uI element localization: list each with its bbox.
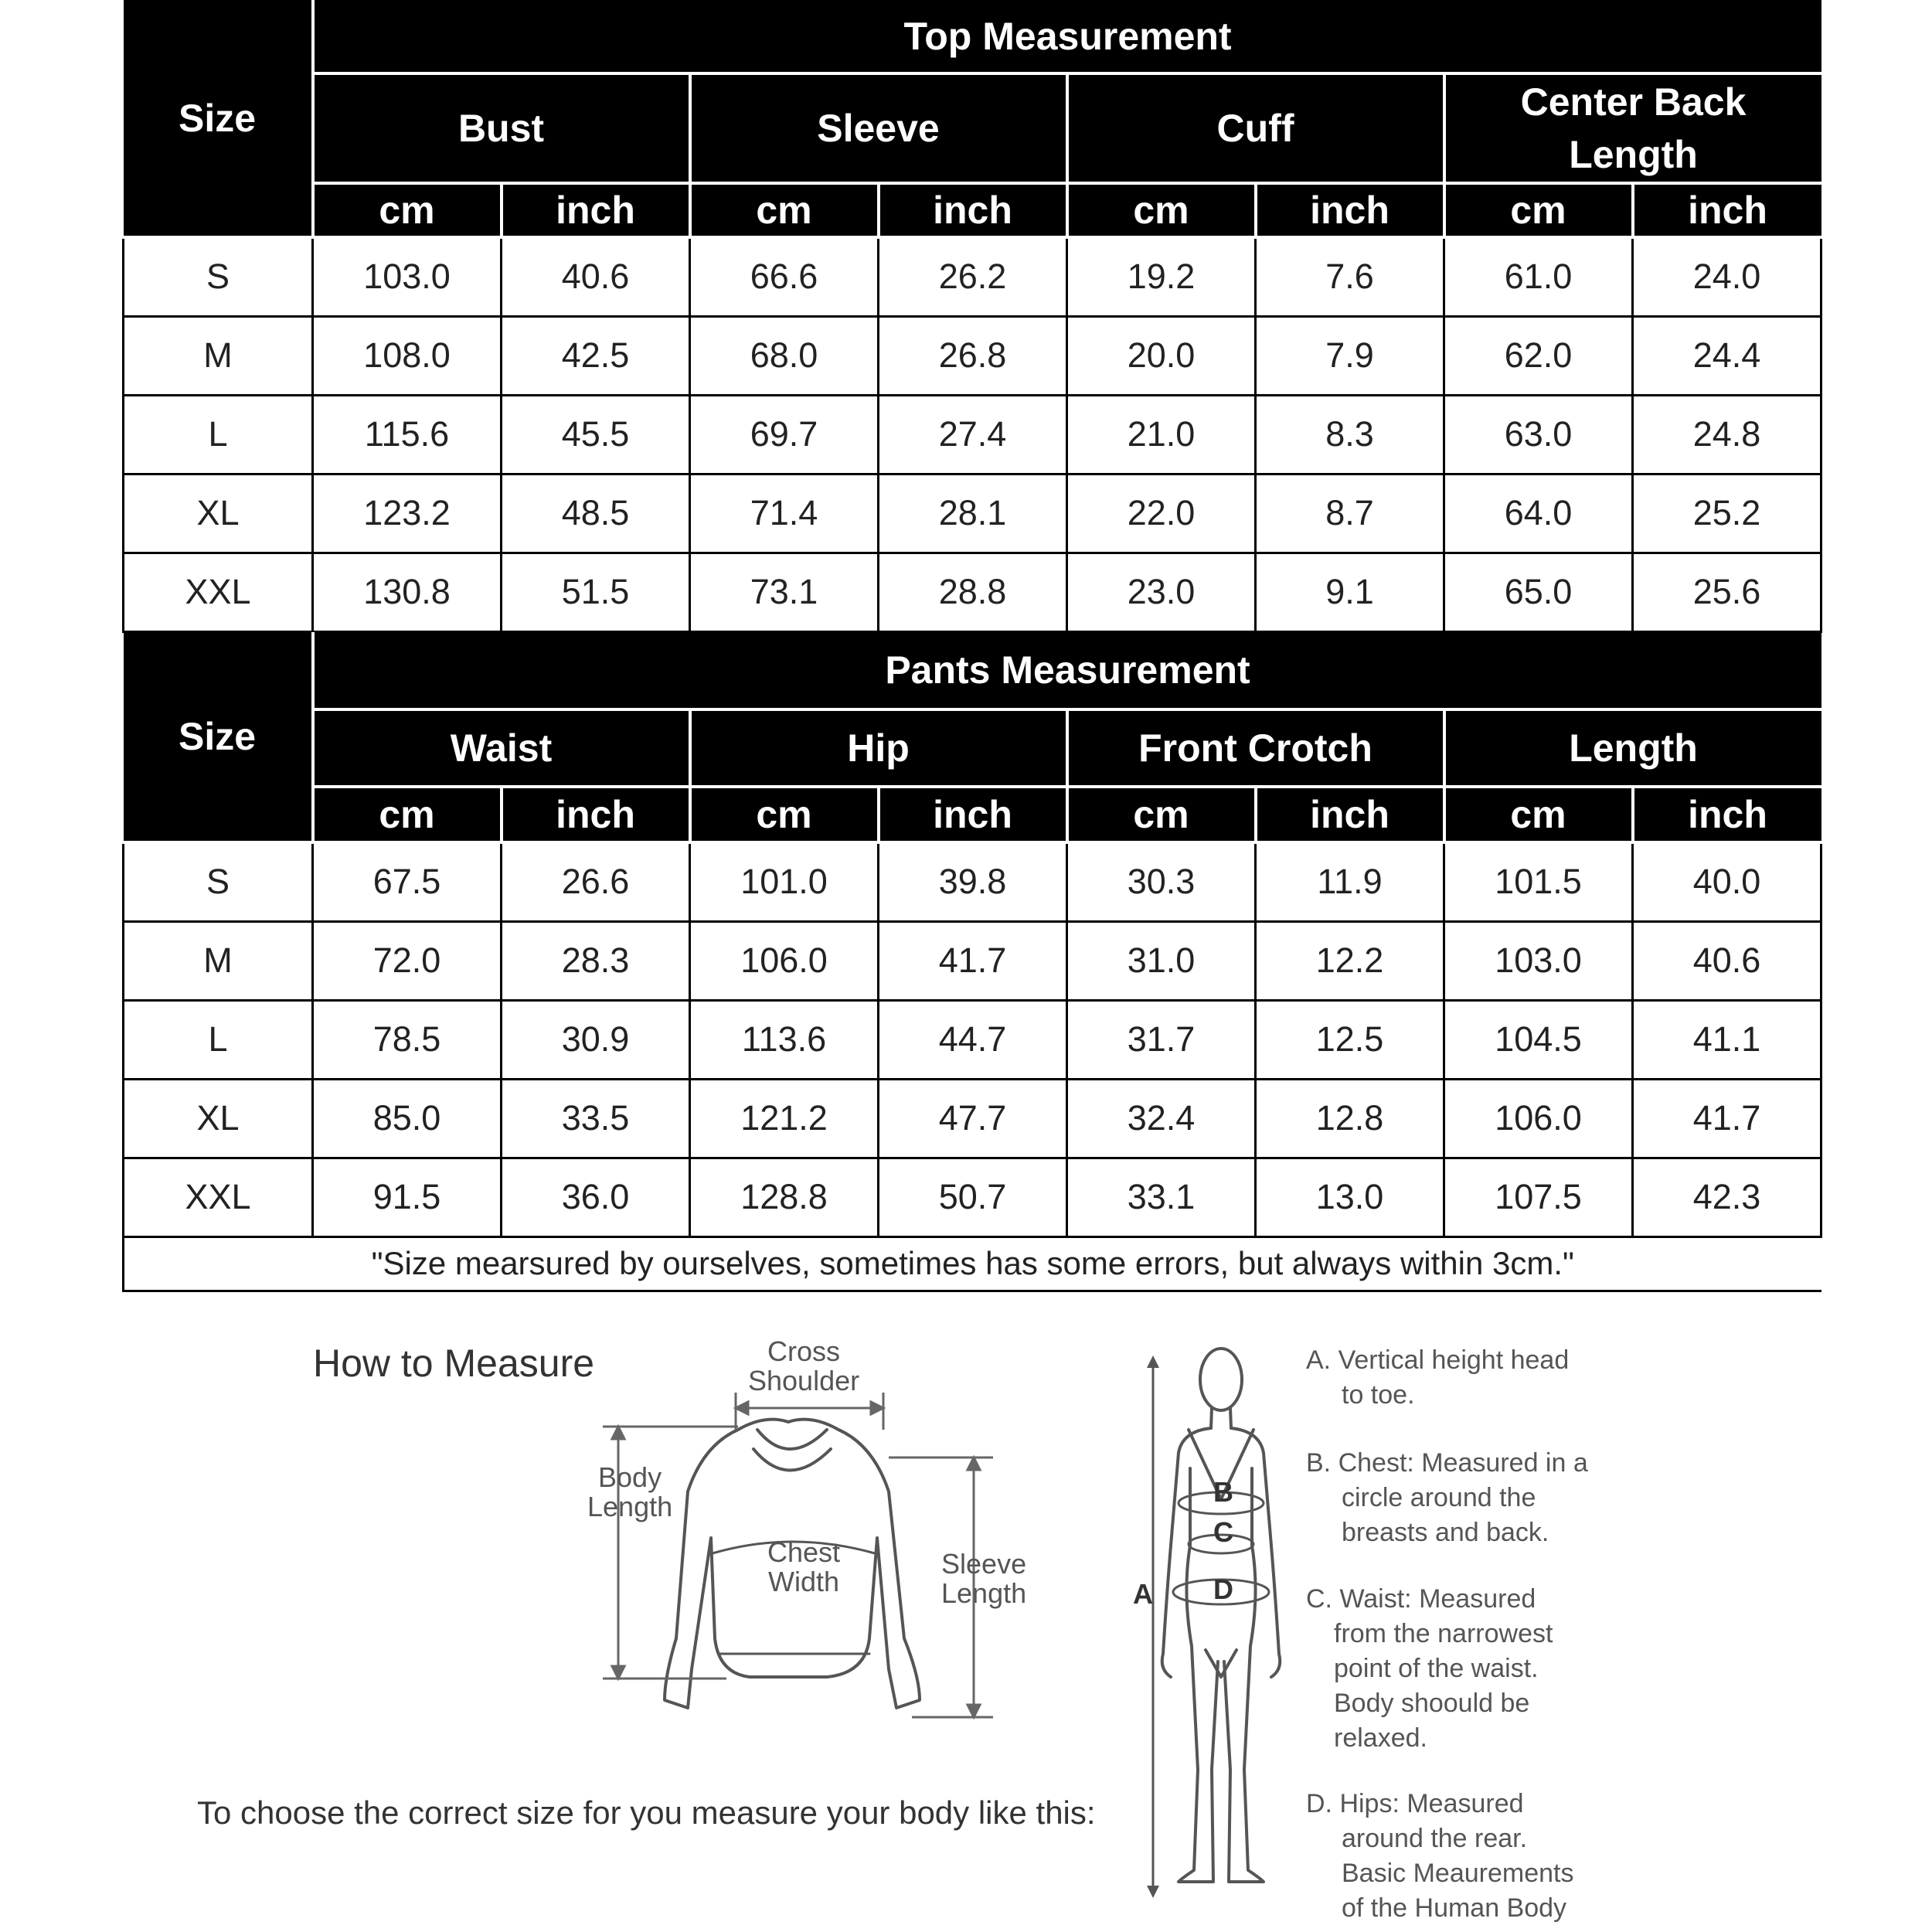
- note-line: to toe.: [1342, 1380, 1415, 1410]
- group-header: Center Back Length: [1444, 73, 1821, 183]
- group-header: Sleeve: [690, 73, 1067, 183]
- value-cell: 85.0: [313, 1079, 502, 1158]
- note-line: Body shoould be: [1334, 1689, 1530, 1718]
- unit-header-inch: inch: [879, 787, 1067, 842]
- group-header: Length: [1444, 709, 1821, 787]
- value-cell: 32.4: [1067, 1079, 1256, 1158]
- value-cell: 30.3: [1067, 842, 1256, 921]
- value-cell: 44.7: [879, 1000, 1067, 1079]
- pants-measurement-table: [122, 632, 1822, 1292]
- value-cell: 62.0: [1444, 316, 1633, 395]
- value-cell: 67.5: [313, 842, 502, 921]
- unit-header-inch: inch: [1256, 183, 1444, 237]
- value-cell: 26.2: [879, 237, 1067, 316]
- label-line: Length: [941, 1577, 1027, 1609]
- size-cell: S: [124, 842, 313, 921]
- group-header: Waist: [313, 709, 690, 787]
- value-cell: 40.6: [1633, 921, 1821, 1000]
- unit-header-cm: cm: [690, 183, 879, 237]
- note-line: breasts and back.: [1342, 1518, 1549, 1547]
- table-title: Top Measurement: [313, 0, 1821, 73]
- group-header: Hip: [690, 709, 1067, 787]
- value-cell: 24.8: [1633, 395, 1821, 474]
- value-cell: 103.0: [1444, 921, 1633, 1000]
- unit-header-inch: inch: [879, 183, 1067, 237]
- value-cell: 19.2: [1067, 237, 1256, 316]
- value-cell: 73.1: [690, 553, 879, 631]
- value-cell: 33.1: [1067, 1158, 1256, 1236]
- table-row: [124, 1158, 1821, 1236]
- choose-size-instruction: To choose the correct size for you measure your body like this:: [197, 1794, 1096, 1831]
- table-row: [124, 237, 1821, 316]
- size-cell: L: [124, 395, 313, 474]
- value-cell: 42.5: [502, 316, 690, 395]
- group-header: Cuff: [1067, 73, 1444, 183]
- value-cell: 7.9: [1256, 316, 1444, 395]
- body-length-label: [587, 1463, 672, 1522]
- value-cell: 63.0: [1444, 395, 1633, 474]
- value-cell: 31.7: [1067, 1000, 1256, 1079]
- value-cell: 50.7: [879, 1158, 1067, 1236]
- value-cell: 107.5: [1444, 1158, 1633, 1236]
- table-row: [124, 921, 1821, 1000]
- value-cell: 106.0: [1444, 1079, 1633, 1158]
- unit-header-cm: cm: [313, 183, 502, 237]
- value-cell: 42.3: [1633, 1158, 1821, 1236]
- size-cell: XXL: [124, 553, 313, 631]
- note-line: of the Human Body: [1342, 1893, 1567, 1923]
- note-line: A. Vertical height head: [1306, 1345, 1570, 1375]
- label-line: Chest: [767, 1536, 841, 1568]
- value-cell: 24.4: [1633, 316, 1821, 395]
- value-cell: 12.5: [1256, 1000, 1444, 1079]
- value-cell: 40.6: [502, 237, 690, 316]
- size-cell: XL: [124, 474, 313, 553]
- value-cell: 7.6: [1256, 237, 1444, 316]
- group-header: Front Crotch: [1067, 709, 1444, 787]
- top-measurement-table: [122, 0, 1822, 633]
- size-cell: XL: [124, 1079, 313, 1158]
- value-cell: 41.7: [1633, 1079, 1821, 1158]
- value-cell: 128.8: [690, 1158, 879, 1236]
- size-header: Size: [124, 0, 313, 237]
- note-line: relaxed.: [1334, 1723, 1427, 1753]
- value-cell: 123.2: [313, 474, 502, 553]
- size-cell: M: [124, 316, 313, 395]
- label-line: Shoulder: [748, 1365, 860, 1396]
- note-line: point of the waist.: [1334, 1654, 1539, 1683]
- cross-shoulder-label: [748, 1337, 859, 1396]
- value-cell: 101.5: [1444, 842, 1633, 921]
- value-cell: 20.0: [1067, 316, 1256, 395]
- unit-header-cm: cm: [1067, 183, 1256, 237]
- value-cell: 11.9: [1256, 842, 1444, 921]
- value-cell: 30.9: [502, 1000, 690, 1079]
- value-cell: 41.1: [1633, 1000, 1821, 1079]
- measurement-note: "Size mearsured by ourselves, sometimes has some errors, but always within 3cm.": [124, 1236, 1821, 1291]
- value-cell: 101.0: [690, 842, 879, 921]
- value-cell: 25.2: [1633, 474, 1821, 553]
- value-cell: 24.0: [1633, 237, 1821, 316]
- unit-header-cm: cm: [1067, 787, 1256, 842]
- sleeve-length-label: [941, 1549, 1026, 1608]
- label-line: Length: [587, 1491, 673, 1522]
- value-cell: 71.4: [690, 474, 879, 553]
- label-line: Width: [768, 1566, 840, 1597]
- group-header: Bust: [313, 73, 690, 183]
- marker-c: C: [1213, 1516, 1233, 1548]
- unit-header-inch: inch: [1633, 787, 1821, 842]
- marker-d: D: [1213, 1573, 1233, 1605]
- value-cell: 13.0: [1256, 1158, 1444, 1236]
- chest-width-label: [767, 1538, 840, 1597]
- note-line: from the narrowest: [1334, 1619, 1553, 1648]
- value-cell: 36.0: [502, 1158, 690, 1236]
- value-cell: 45.5: [502, 395, 690, 474]
- value-cell: 22.0: [1067, 474, 1256, 553]
- note-a: [1306, 1343, 1631, 1413]
- value-cell: 104.5: [1444, 1000, 1633, 1079]
- unit-header-inch: inch: [1633, 183, 1821, 237]
- note-line: Basic Meaurements: [1342, 1859, 1574, 1888]
- value-cell: 41.7: [879, 921, 1067, 1000]
- how-to-measure-title: How to Measure: [313, 1342, 595, 1385]
- label-line: Sleeve: [941, 1548, 1027, 1580]
- table-row: [124, 842, 1821, 921]
- value-cell: 28.8: [879, 553, 1067, 631]
- value-cell: 130.8: [313, 553, 502, 631]
- value-cell: 12.2: [1256, 921, 1444, 1000]
- table-title: Pants Measurement: [313, 632, 1821, 709]
- note-line: B. Chest: Measured in a: [1306, 1448, 1588, 1478]
- unit-header-inch: inch: [1256, 787, 1444, 842]
- value-cell: 78.5: [313, 1000, 502, 1079]
- value-cell: 26.6: [502, 842, 690, 921]
- value-cell: 61.0: [1444, 237, 1633, 316]
- value-cell: 64.0: [1444, 474, 1633, 553]
- value-cell: 108.0: [313, 316, 502, 395]
- value-cell: 106.0: [690, 921, 879, 1000]
- value-cell: 12.8: [1256, 1079, 1444, 1158]
- value-cell: 91.5: [313, 1158, 502, 1236]
- note-d: [1306, 1787, 1631, 1926]
- label-line: Cross: [767, 1335, 841, 1367]
- value-cell: 47.7: [879, 1079, 1067, 1158]
- value-cell: 121.2: [690, 1079, 879, 1158]
- table-row: [124, 316, 1821, 395]
- unit-header-cm: cm: [313, 787, 502, 842]
- unit-header-cm: cm: [690, 787, 879, 842]
- value-cell: 69.7: [690, 395, 879, 474]
- value-cell: 8.7: [1256, 474, 1444, 553]
- note-line: circle around the: [1342, 1483, 1536, 1512]
- unit-header-cm: cm: [1444, 787, 1633, 842]
- note-line: D. Hips: Measured: [1306, 1789, 1524, 1818]
- size-cell: M: [124, 921, 313, 1000]
- value-cell: 39.8: [879, 842, 1067, 921]
- table-row: [124, 1079, 1821, 1158]
- value-cell: 23.0: [1067, 553, 1256, 631]
- size-cell: L: [124, 1000, 313, 1079]
- marker-a: A: [1133, 1578, 1153, 1610]
- value-cell: 40.0: [1633, 842, 1821, 921]
- value-cell: 31.0: [1067, 921, 1256, 1000]
- label-line: Body: [598, 1461, 662, 1493]
- value-cell: 51.5: [502, 553, 690, 631]
- note-c: [1306, 1582, 1631, 1756]
- size-cell: XXL: [124, 1158, 313, 1236]
- table-row: [124, 553, 1821, 631]
- table-row: [124, 1000, 1821, 1079]
- value-cell: 26.8: [879, 316, 1067, 395]
- value-cell: 103.0: [313, 237, 502, 316]
- value-cell: 72.0: [313, 921, 502, 1000]
- size-cell: S: [124, 237, 313, 316]
- value-cell: 28.3: [502, 921, 690, 1000]
- unit-header-inch: inch: [502, 183, 690, 237]
- note-line: around the rear.: [1342, 1824, 1528, 1853]
- marker-b: B: [1213, 1476, 1233, 1508]
- value-cell: 9.1: [1256, 553, 1444, 631]
- note-b: [1306, 1446, 1631, 1550]
- size-header: Size: [124, 632, 313, 842]
- value-cell: 21.0: [1067, 395, 1256, 474]
- value-cell: 8.3: [1256, 395, 1444, 474]
- unit-header-cm: cm: [1444, 183, 1633, 237]
- value-cell: 113.6: [690, 1000, 879, 1079]
- value-cell: 66.6: [690, 237, 879, 316]
- table-row: [124, 474, 1821, 553]
- value-cell: 48.5: [502, 474, 690, 553]
- note-line: C. Waist: Measured: [1306, 1584, 1536, 1614]
- body-diagram: [1136, 1337, 1291, 1909]
- unit-header-inch: inch: [502, 787, 690, 842]
- value-cell: 25.6: [1633, 553, 1821, 631]
- value-cell: 27.4: [879, 395, 1067, 474]
- value-cell: 68.0: [690, 316, 879, 395]
- value-cell: 33.5: [502, 1079, 690, 1158]
- table-row: [124, 395, 1821, 474]
- value-cell: 115.6: [313, 395, 502, 474]
- value-cell: 28.1: [879, 474, 1067, 553]
- value-cell: 65.0: [1444, 553, 1633, 631]
